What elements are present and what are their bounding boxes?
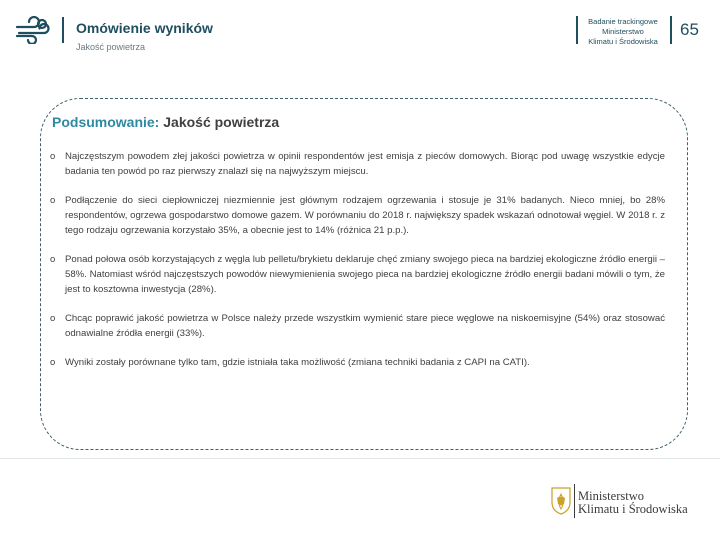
list-item [50, 149, 665, 179]
list-item-text: Wyniki zostały porównane tylko tam, gdzie istniała taka możliwość (zmiana techniki badania z CAPI na CATI). [65, 357, 530, 368]
list-item [50, 355, 665, 370]
list-item-text: Najczęstszym powodem złej jakości powietrza w opinii respondentów jest emisja z pieców domowych. Biorąc pod uwagę wszystkie edycje badania ten powód po raz pierwszy znalazł się na najwyższym miejscu. [65, 151, 665, 177]
ministry-logo-text [578, 490, 688, 516]
header-divider-middle [576, 16, 578, 44]
section-heading-prefix: Podsumowanie: [52, 114, 160, 130]
page-number: 65 [680, 20, 699, 39]
bullet-marker: o [50, 151, 56, 162]
page-title: Omówienie wyników [76, 20, 213, 36]
coat-of-arms-icon [550, 486, 572, 516]
survey-label-line: Ministerstwo [602, 27, 644, 36]
summary-list [50, 149, 665, 384]
list-item [50, 193, 665, 238]
bullet-marker: o [50, 254, 56, 265]
list-item [50, 311, 665, 341]
ministry-logo-line: Ministerstwo [578, 489, 644, 503]
list-item-text: Podłączenie do sieci ciepłowniczej niezmiennie jest głównym rodzajem ogrzewania i stosuje je 31% badanych. Nieco mniej, bo 28% respondentów, ogrzewa gospodarstwo domowe gazem. W porównaniu do 2018 r. największy spadek wskazań odnotował węgiel. W 2018 r. z tego rodzaju ogrzewania korzystało 35%, a obecnie jest to 14% (różnica 21 p.p.). [65, 195, 665, 236]
survey-label-line: Badanie trackingowe [588, 17, 658, 26]
survey-label [582, 17, 664, 47]
header-divider-right [670, 16, 672, 44]
survey-label-line: Klimatu i Środowiska [588, 37, 658, 46]
section-heading [52, 114, 279, 130]
list-item [50, 252, 665, 297]
ministry-logo-line: Klimatu i Środowiska [578, 502, 688, 516]
section-heading-topic: Jakość powietrza [163, 114, 280, 130]
wind-icon [14, 16, 50, 44]
header-divider-left [62, 17, 64, 43]
footer-divider [0, 458, 720, 459]
list-item-text: Chcąc poprawić jakość powietrza w Polsce należy przede wszystkim wymienić stare piece węglowe na niskoemisyjne (54%) oraz stosować odnawialne źródła energii (33%). [65, 313, 665, 339]
list-item-text: Ponad połowa osób korzystających z węgla lub pelletu/brykietu deklaruje chęć zmiany swojego pieca na bardziej ekologiczne źródło energii – 58%. Natomiast wśród najczęstszych powodów niewymienienia swojego pieca na bardziej ekologiczne źródło energii badani mówili o tym, że jest to kosztowna inwestycja (28%). [65, 254, 665, 295]
page-subtitle: Jakość powietrza [76, 42, 146, 52]
bullet-marker: o [50, 357, 56, 368]
bullet-marker: o [50, 195, 56, 206]
bullet-marker: o [50, 313, 56, 324]
footer-divider-vertical [574, 484, 575, 518]
